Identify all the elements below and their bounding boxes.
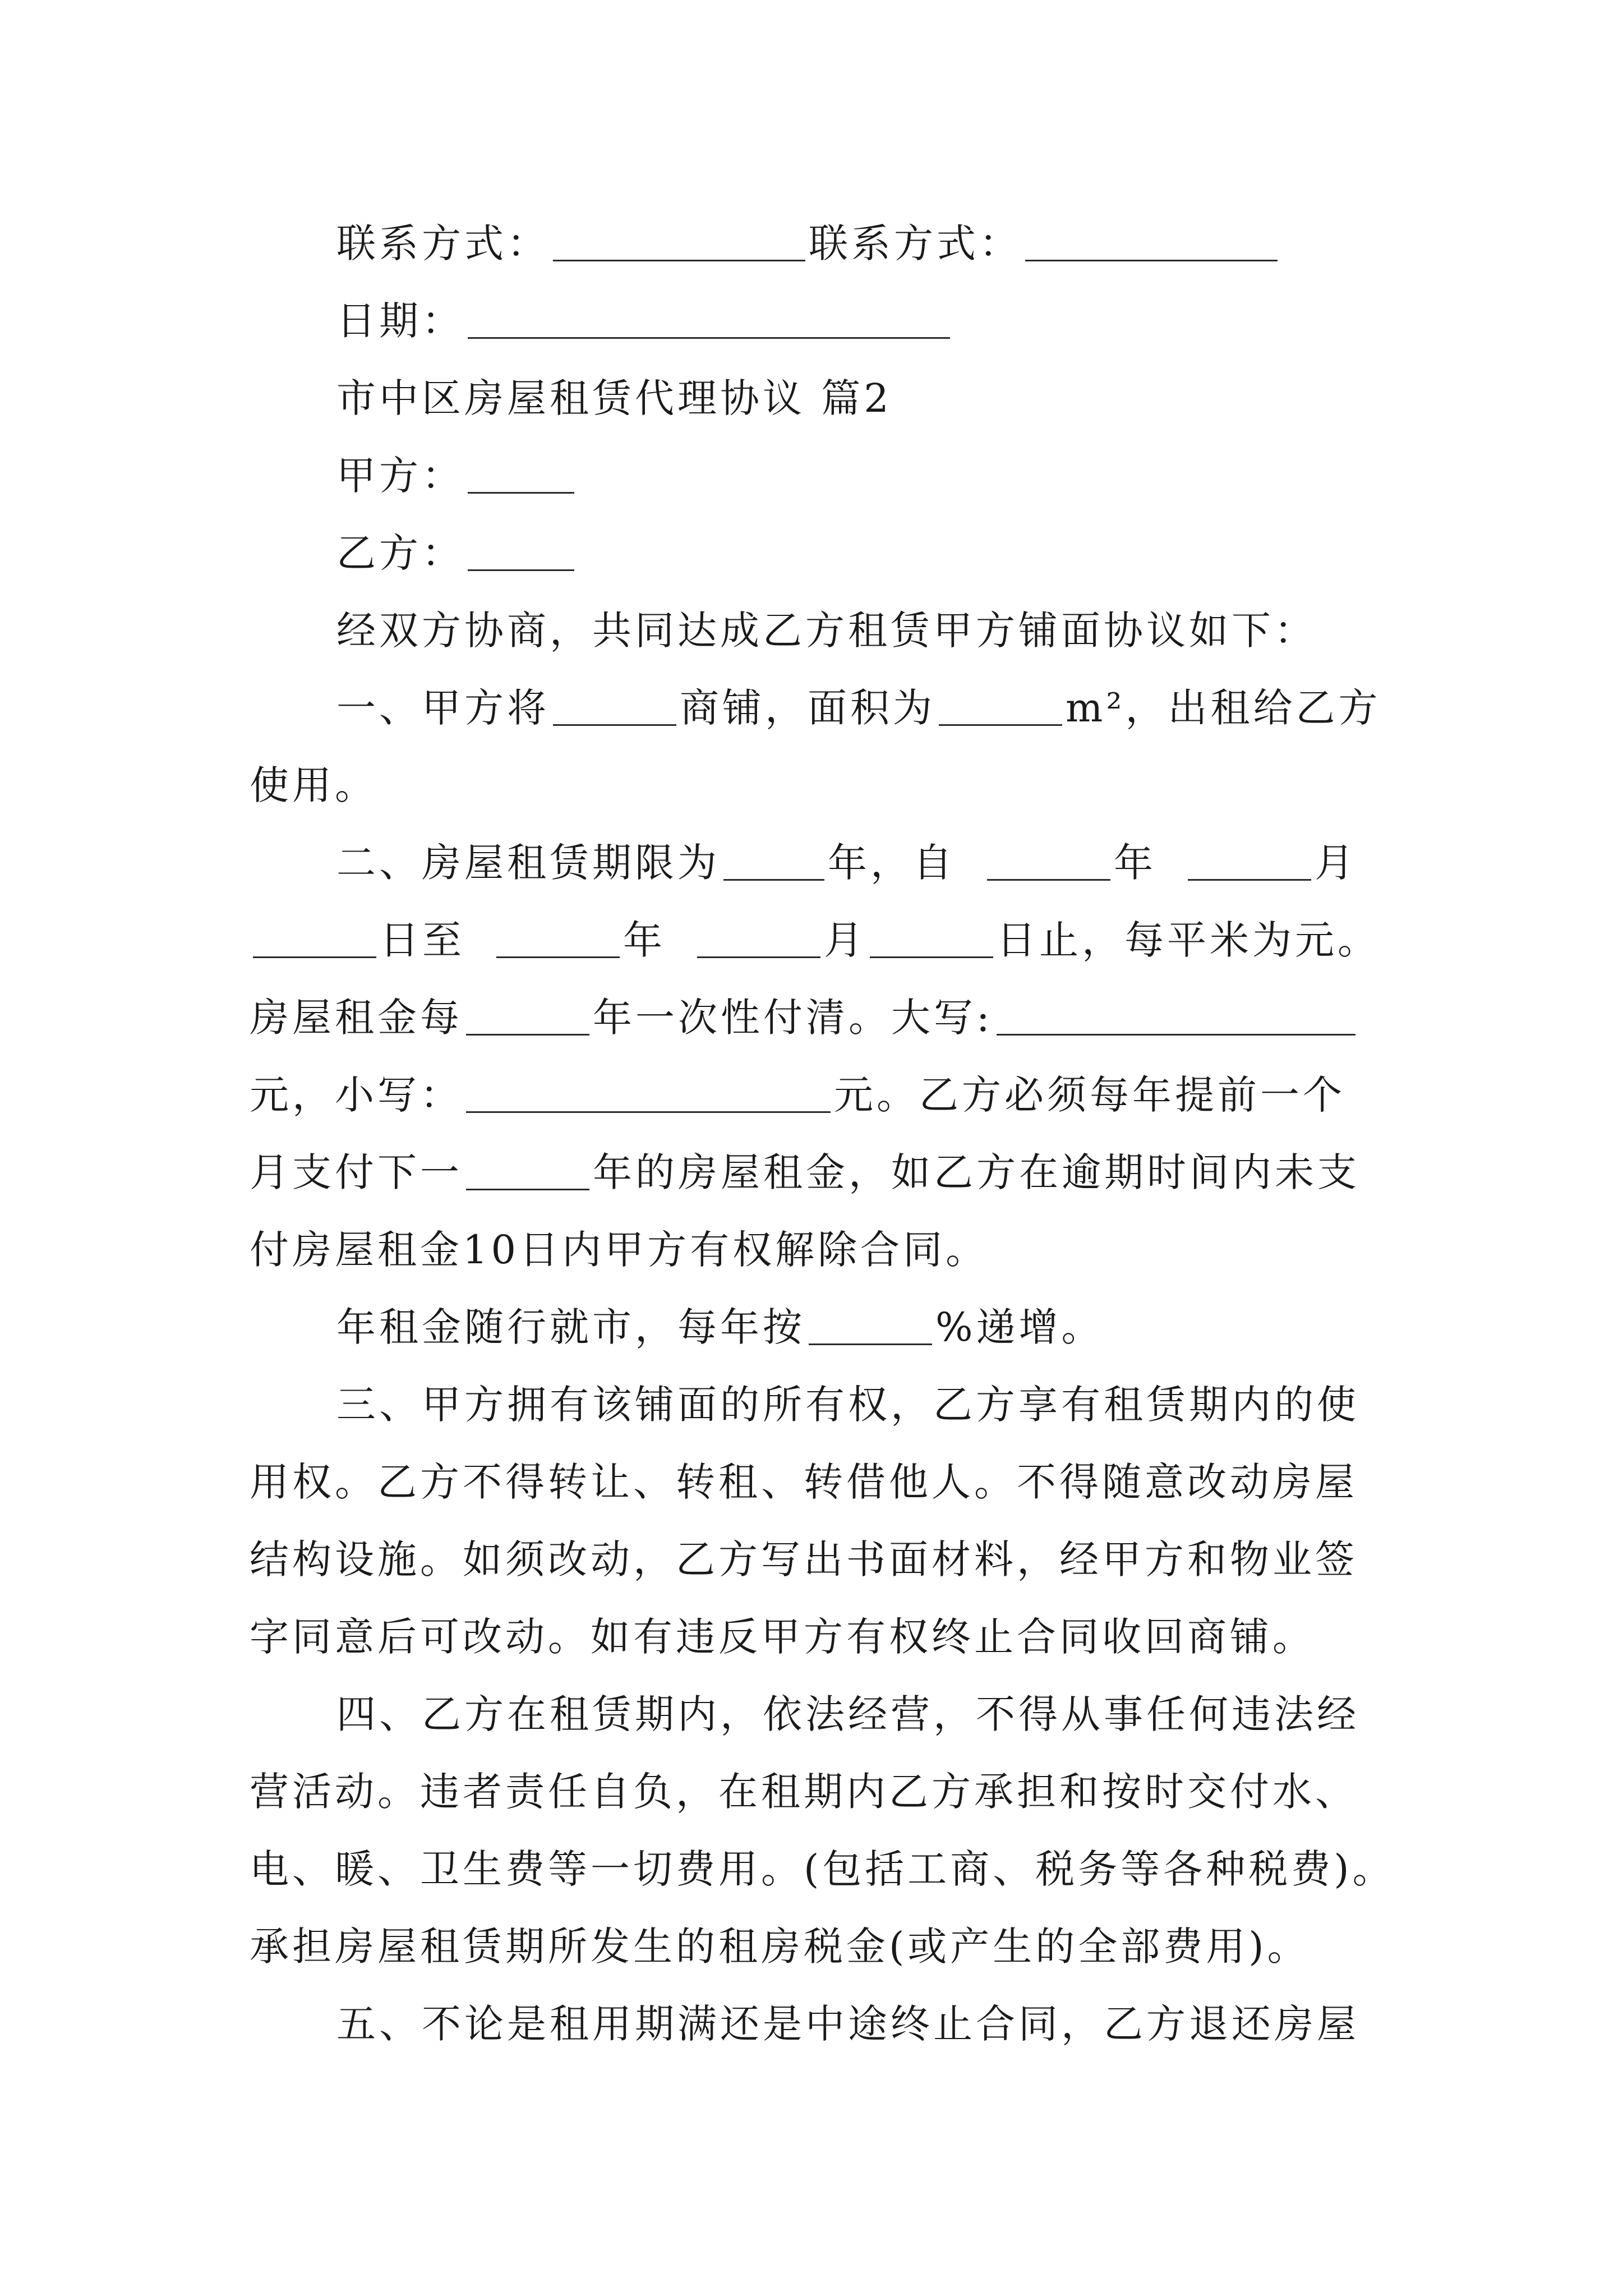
date-blank (468, 298, 950, 339)
clause1-text-c: m²，出租给乙方 (1066, 685, 1381, 731)
clause2-text: 日至 (380, 917, 465, 963)
clause1-text-a: 一、甲方将 (336, 685, 550, 731)
area-blank (939, 685, 1062, 726)
party-b-label: 乙方： (336, 530, 464, 576)
clause2-text: 年的房屋租金，如乙方在逾期时间内未支 (593, 1149, 1360, 1195)
clause3-line2: 用权。乙方不得转让、转租、转借他人。不得随意改动房屋 (250, 1459, 1358, 1505)
date-line (336, 294, 953, 348)
clause2-line3 (250, 991, 1359, 1045)
clause3-line1: 三、甲方拥有该铺面的所有权，乙方享有租赁期内的使 (336, 1382, 1359, 1428)
clause2-line1 (336, 836, 1357, 890)
party-a-line (336, 449, 578, 503)
contact-label-a: 联系方式： (336, 220, 550, 266)
end-day-blank (870, 917, 993, 958)
party-a-label: 甲方： (336, 453, 464, 499)
clause4-line4: 承担房屋租赁期所发生的租房税金(或产生的全部费用)。 (250, 1924, 1310, 1970)
contact-line (336, 217, 1281, 270)
rent-increase-text: 年租金随行就市，每年按 (336, 1304, 805, 1350)
heading: 市中区房屋租赁代理协议 篇2 (336, 375, 892, 421)
clause2-text: 月 (824, 917, 866, 963)
end-year-blank (496, 917, 620, 958)
clause3-line4: 字同意后可改动。如有违反甲方有权终止合同收回商铺。 (250, 1614, 1315, 1660)
clause2-text: 年 (1114, 840, 1156, 886)
start-year-blank (987, 840, 1110, 881)
clause2-text: 年，自 (828, 840, 956, 886)
contact-label-b: 联系方式： (809, 220, 1022, 266)
clause2-text: 二、房屋租赁期限为 (336, 840, 720, 886)
term-years-blank (723, 840, 824, 881)
shop-blank (553, 685, 676, 726)
clause2-text: 年一次性付清。大写: (593, 995, 993, 1041)
clause4-line3: 电、暖、卫生费等一切费用。(包括工商、税务等各种税费)。 (250, 1846, 1395, 1892)
party-b-line (336, 526, 578, 580)
increase-percent-blank (809, 1304, 932, 1345)
party-a-blank (468, 453, 574, 494)
end-month-blank (697, 917, 820, 958)
clause1-line2: 使用。 (250, 762, 377, 808)
clause2-line2 (250, 913, 1380, 967)
payment-period-blank (466, 995, 589, 1036)
amount-figure-blank (466, 1072, 831, 1113)
rent-increase-line (336, 1300, 1104, 1354)
clause5-line1: 五、不论是租用期满还是中途终止合同，乙方退还房屋 (336, 2001, 1359, 2047)
clause2-text: 日止，每平米为元。 (997, 917, 1380, 963)
rent-increase-text: %递增。 (935, 1304, 1104, 1350)
contact-blank-b (1025, 220, 1278, 261)
clause2-text: 年 (623, 917, 666, 963)
clause2-text: 月 (1315, 840, 1357, 886)
clause2-text: 元。乙方必须每年提前一个 (834, 1072, 1345, 1118)
clause2-text: 元，小写： (250, 1072, 463, 1118)
clause2-text: 月支付下一 (250, 1149, 463, 1195)
clause1-line1 (336, 681, 1381, 735)
amount-capital-blank (997, 995, 1355, 1036)
next-year-blank (466, 1149, 589, 1190)
clause2-text: 房屋租金每 (250, 995, 463, 1041)
contact-blank-a (553, 220, 805, 261)
clause4-line1: 四、乙方在租赁期内，依法经营，不得从事任何违法经 (336, 1691, 1359, 1737)
clause2-line6: 付房屋租金10日内甲方有权解除合同。 (250, 1227, 989, 1273)
party-b-blank (468, 530, 574, 571)
clause3-line3: 结构设施。如须改动，乙方写出书面材料，经甲方和物业签 (250, 1536, 1358, 1582)
clause1-text-b: 商铺，面积为 (680, 685, 935, 731)
start-month-blank (1188, 840, 1311, 881)
clause2-line4 (250, 1068, 1345, 1122)
date-label: 日期： (336, 298, 464, 344)
start-day-blank (253, 917, 376, 958)
clause4-line2: 营活动。违者责任自负，在租期内乙方承担和按时交付水、 (250, 1769, 1358, 1815)
clause2-line5 (250, 1145, 1360, 1199)
intro: 经双方协商，共同达成乙方租赁甲方铺面协议如下： (336, 608, 1317, 654)
